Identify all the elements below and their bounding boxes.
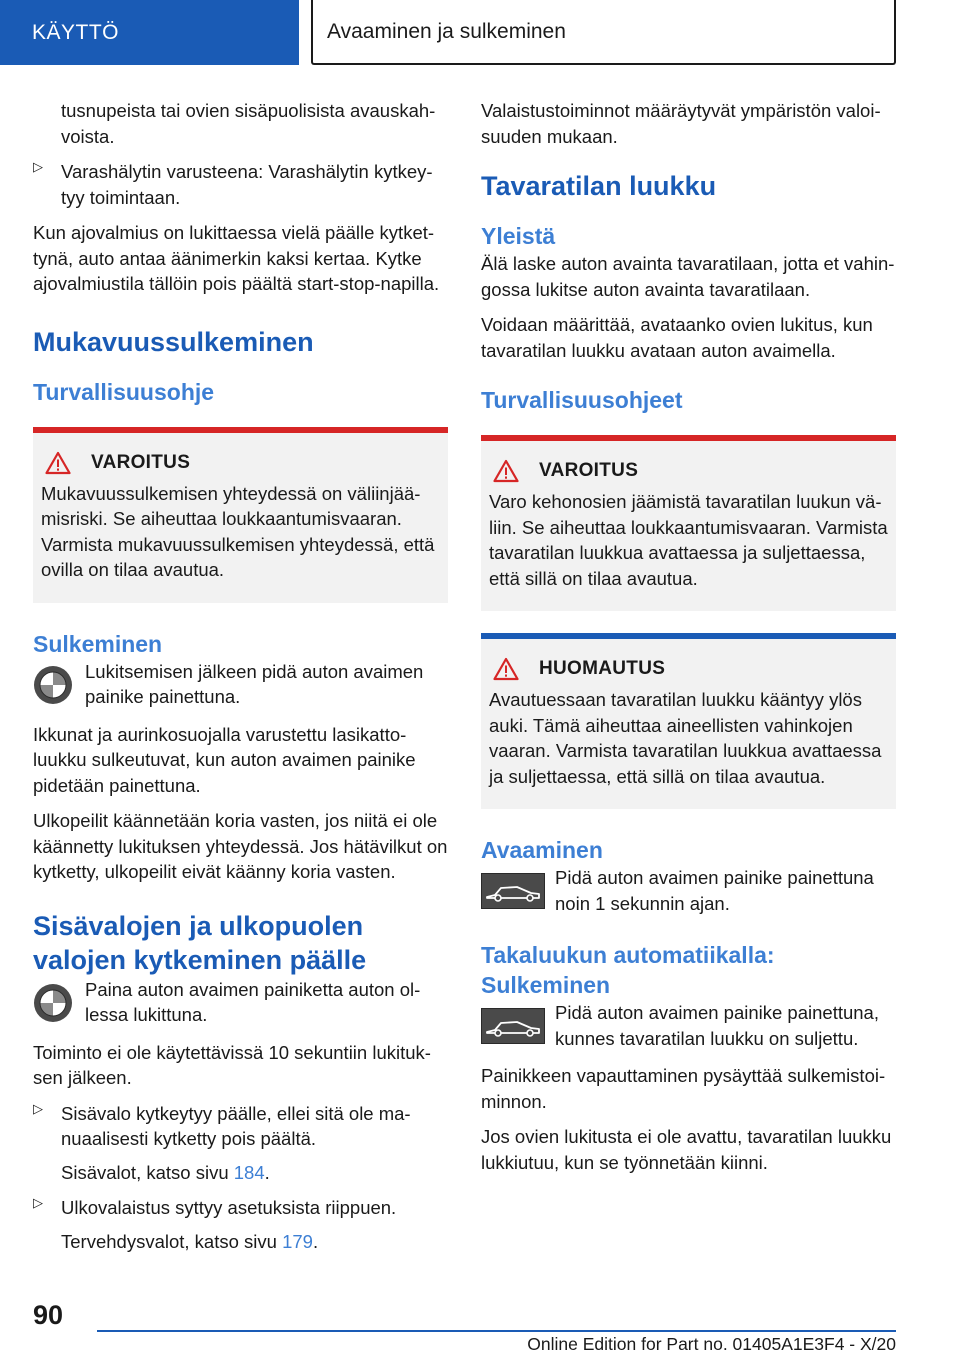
- list-item-text: Varashälytin varusteena: Varashälytin kytkey-tyy toimintaan.: [61, 161, 433, 208]
- continued-bullet-text: tusnupeista tai ovien sisäpuolisista avauskah-voista.: [61, 100, 436, 147]
- section-heading: Tavaratilan luukku: [481, 171, 717, 201]
- warning-box: [481, 435, 896, 611]
- section-heading: Sisävalojen ja ulkopuolen valojen kytkeminen päälle: [33, 910, 367, 975]
- car-trunk-key-icon: [481, 873, 545, 909]
- section-heading: Mukavuussulkeminen: [33, 326, 314, 357]
- bmw-logo-key-icon: [33, 983, 73, 1023]
- warning-triangle-icon: [493, 459, 519, 483]
- paragraph: Jos ovien lukitusta ei ole avattu, tavaratilan luukku lukkiutuu, kun se työnnetään kiinni.: [481, 1126, 892, 1173]
- icon-instruction-text: Paina auton avaimen painiketta auton ol-lessa lukittuna.: [85, 978, 421, 1025]
- subsection-heading: Sulkeminen: [33, 630, 163, 657]
- warning-header: [489, 459, 888, 483]
- warning-label: VAROITUS: [91, 451, 191, 473]
- subsection-heading: Yleistä: [481, 223, 556, 249]
- icon-instruction: [481, 1000, 896, 1051]
- warning-box: [33, 427, 448, 603]
- left-column: [33, 98, 448, 1264]
- list-item: [33, 1101, 448, 1186]
- warning-header: [41, 451, 440, 475]
- list-item-text: Sisävalo kytkeytyy päälle, ellei sitä ole ma-nuaalisesti kytketty pois päältä.: [61, 1102, 411, 1149]
- icon-instruction: [33, 659, 448, 710]
- triangle-bullet-icon: ▷: [33, 1195, 43, 1210]
- cross-reference: Tervehdysvalot, katso sivu 179.: [61, 1230, 319, 1252]
- paragraph: Voidaan määrittää, avataanko ovien lukitus, kun tavaratilan luukku avataan auton avaimella.: [481, 314, 873, 361]
- icon-instruction-text: Pidä auton avaimen painike painettuna, kunnes tavaratilan luukku on suljettu.: [555, 1002, 879, 1049]
- subsection-heading: Turvallisuusohjeet: [481, 387, 683, 413]
- paragraph: Valaistustoiminnot määräytyvät ympäristön valoi-suuden mukaan.: [481, 100, 881, 147]
- icon-instruction-text: Lukitsemisen jälkeen pidä auton avaimen painike painettuna.: [85, 660, 424, 707]
- footer-edition-text: Online Edition for Part no. 01405A1E3F4 - X/20: [527, 1334, 896, 1354]
- warning-label: VAROITUS: [539, 460, 639, 481]
- icon-instruction: [33, 977, 448, 1028]
- list-item-text: Ulkovalaistus syttyy asetuksista riippuen.: [61, 1197, 397, 1218]
- list-item: [33, 159, 448, 210]
- icon-instruction: [481, 865, 896, 916]
- list-item: [33, 1195, 448, 1254]
- header-section-tab: KÄYTTÖ: [0, 0, 299, 65]
- page-number: 90: [33, 1300, 64, 1330]
- subsection-heading: Turvallisuusohje: [33, 378, 215, 405]
- paragraph: Älä laske auton avainta tavaratilaan, jotta et vahin-gossa lukitse auton avainta tavaratilaan.: [481, 253, 895, 300]
- page-link-179[interactable]: 179: [282, 1230, 313, 1252]
- warning-text: Varo kehonosien jäämistä tavaratilan luukun vä-liin. Se aiheuttaa loukkaantumisvaaran. Varmista tavaratilan luukkua avattaessa ja suljettaessa, että sillä on tilaa avautua.: [489, 491, 888, 589]
- cross-reference: Sisävalot, katso sivu 184.: [61, 1161, 270, 1183]
- paragraph: Painikkeen vapauttaminen pysäyttää sulkemistoi-minnon.: [481, 1065, 886, 1112]
- warning-triangle-icon: [493, 657, 519, 681]
- triangle-bullet-icon: ▷: [33, 159, 43, 174]
- car-trunk-key-icon: [481, 1008, 545, 1044]
- paragraph: Toiminto ei ole käytettävissä 10 sekuntiin lukituk-sen jälkeen.: [33, 1041, 431, 1088]
- notice-label: HUOMAUTUS: [539, 658, 666, 679]
- triangle-bullet-icon: ▷: [33, 1100, 43, 1116]
- right-column: [481, 98, 896, 1185]
- icon-instruction-text: Pidä auton avaimen painike painettuna noin 1 sekunnin ajan.: [555, 867, 874, 914]
- subsection-heading: Avaaminen: [481, 837, 603, 863]
- paragraph: Ikkunat ja aurinkosuojalla varustettu lasikatto-luukku sulkeutuvat, kun auton avaimen painike pidetään painettuna.: [33, 723, 416, 796]
- header-chapter-title: Avaaminen ja sulkeminen: [311, 0, 896, 65]
- page-link-184[interactable]: 184: [233, 1161, 265, 1183]
- footer-divider: [97, 1330, 896, 1332]
- notice-box: [481, 633, 896, 809]
- bmw-logo-key-icon: [33, 665, 73, 705]
- paragraph: Kun ajovalmius on lukittaessa vielä päälle kytket-tynä, auto antaa äänimerkin kaksi kertaa. Kytke ajovalmiustila tällöin pois päältä start-stop-napilla.: [33, 222, 440, 294]
- notice-header: [489, 657, 888, 681]
- subsection-heading: Takaluukun automatiikalla: Sulkeminen: [481, 942, 775, 998]
- warning-triangle-icon: [45, 451, 71, 475]
- warning-text: Mukavuussulkemisen yhteydessä on väliinjää-misriski. Se aiheuttaa loukkaantumisvaaran. Varmista mukavuussulkemisen yhteydessä, että ovilla on tilaa avautua.: [41, 482, 435, 580]
- paragraph: Ulkopeilit käännetään koria vasten, jos niitä ei ole käännetty lukituksen yhteydessä. Jos hätävilkut on kytketty, ulkopeilit eivät käänny koria vasten.: [33, 810, 448, 882]
- notice-text: Avautuessaan tavaratilan luukku kääntyy ylös auki. Tämä aiheuttaa aineellisten vahinkojen vaaran. Varmista tavaratilan luukkua avattaessa ja suljettaessa, että sillä on tilaa avautua.: [489, 689, 882, 787]
